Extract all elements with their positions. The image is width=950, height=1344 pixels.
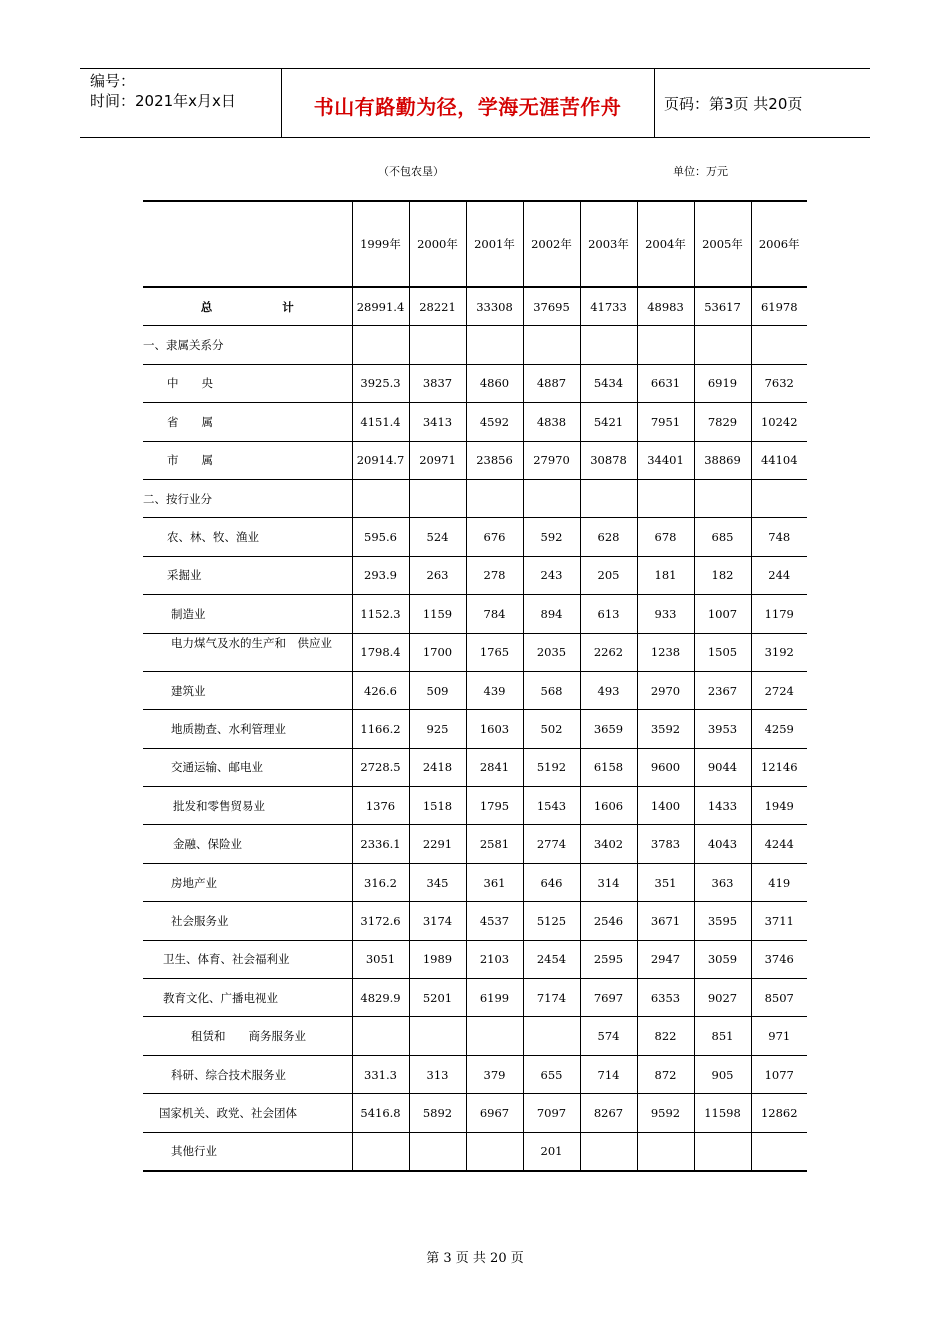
- year-header-cell: 2003年: [580, 201, 637, 287]
- value-cell: 925: [409, 710, 466, 748]
- value-cell: 1152.3: [352, 595, 409, 633]
- value-cell: 419: [751, 863, 807, 901]
- table-row: [143, 441, 807, 479]
- value-cell: 182: [694, 556, 751, 594]
- value-cell: 646: [523, 863, 580, 901]
- value-cell: 34401: [637, 441, 694, 479]
- value-cell: 345: [409, 863, 466, 901]
- value-cell: 595.6: [352, 518, 409, 556]
- value-cell: 379: [466, 1055, 523, 1093]
- row-label-cell: [143, 441, 352, 479]
- value-cell: 3595: [694, 902, 751, 940]
- value-cell: 2291: [409, 825, 466, 863]
- row-label: 科研、综合技术服务业: [171, 1067, 286, 1082]
- value-cell: 592: [523, 518, 580, 556]
- year-header-cell: 2006年: [751, 201, 807, 287]
- value-cell: 493: [580, 671, 637, 709]
- table-row: [143, 1132, 807, 1171]
- table-header-row: [143, 201, 807, 287]
- page-footer: 第 3 页 共 20 页: [426, 1251, 524, 1266]
- value-cell: [694, 326, 751, 364]
- total-label-left: 总: [200, 299, 213, 314]
- value-cell: 822: [637, 1017, 694, 1055]
- table-row: [143, 1055, 807, 1093]
- value-cell: [637, 1132, 694, 1171]
- value-cell: 205: [580, 556, 637, 594]
- value-cell: 2262: [580, 633, 637, 671]
- value-cell: 7829: [694, 403, 751, 441]
- value-cell: 23856: [466, 441, 523, 479]
- value-cell: 1765: [466, 633, 523, 671]
- value-cell: 243: [523, 556, 580, 594]
- table-row: [143, 633, 807, 671]
- value-cell: 1179: [751, 595, 807, 633]
- total-row: [143, 287, 807, 326]
- value-cell: 784: [466, 595, 523, 633]
- row-label-cell: [143, 595, 352, 633]
- value-cell: 1949: [751, 787, 807, 825]
- value-cell: 4860: [466, 364, 523, 402]
- table-row: [143, 863, 807, 901]
- total-label-cell: [143, 287, 352, 326]
- row-label: 教育文化、广播电视业: [163, 990, 278, 1005]
- value-cell: [523, 479, 580, 517]
- row-label-cell: [143, 1055, 352, 1093]
- row-label: 中 央: [167, 376, 213, 391]
- year-header-cell: 2000年: [409, 201, 466, 287]
- value-cell: 3925.3: [352, 364, 409, 402]
- row-label: 市 属: [167, 453, 213, 468]
- value-cell: 1376: [352, 787, 409, 825]
- category-label-cell: [143, 479, 352, 517]
- year-header-cell: 2004年: [637, 201, 694, 287]
- category-label-cell: [143, 326, 352, 364]
- value-cell: [523, 326, 580, 364]
- value-cell: [466, 326, 523, 364]
- value-cell: 2454: [523, 940, 580, 978]
- table-row: [143, 748, 807, 786]
- value-cell: 3592: [637, 710, 694, 748]
- value-cell: 2581: [466, 825, 523, 863]
- value-cell: 5416.8: [352, 1094, 409, 1132]
- year-header-cell: 2001年: [466, 201, 523, 287]
- value-cell: 10242: [751, 403, 807, 441]
- value-cell: 4829.9: [352, 979, 409, 1017]
- value-cell: 1238: [637, 633, 694, 671]
- year-header-cell: 2005年: [694, 201, 751, 287]
- value-cell: 2035: [523, 633, 580, 671]
- row-label: 采掘业: [167, 568, 202, 583]
- value-cell: 2336.1: [352, 825, 409, 863]
- row-label-cell: [143, 825, 352, 863]
- row-label: 卫生、体育、社会福利业: [163, 952, 290, 967]
- total-label-right: 计: [282, 299, 294, 314]
- table-row: [143, 595, 807, 633]
- value-cell: 685: [694, 518, 751, 556]
- value-cell: 20914.7: [352, 441, 409, 479]
- table-row: [143, 671, 807, 709]
- value-cell: [352, 1132, 409, 1171]
- scope-note: （不包农垦）: [378, 165, 444, 178]
- row-label: 电力煤气及水的生产和 供应业: [171, 636, 332, 651]
- value-cell: 1433: [694, 787, 751, 825]
- row-label-cell: [143, 710, 352, 748]
- value-cell: [751, 1132, 807, 1171]
- value-cell: 851: [694, 1017, 751, 1055]
- row-label: 一、隶属关系分: [143, 338, 224, 353]
- value-cell: 7697: [580, 979, 637, 1017]
- value-cell: [694, 1132, 751, 1171]
- category-row: [143, 479, 807, 517]
- value-cell: 971: [751, 1017, 807, 1055]
- value-cell: [466, 1017, 523, 1055]
- value-cell: [409, 1017, 466, 1055]
- value-cell: 574: [580, 1017, 637, 1055]
- value-cell: 3413: [409, 403, 466, 441]
- value-cell: 3783: [637, 825, 694, 863]
- value-cell: 439: [466, 671, 523, 709]
- value-cell: 872: [637, 1055, 694, 1093]
- value-cell: 12862: [751, 1094, 807, 1132]
- row-label: 二、按行业分: [143, 491, 212, 506]
- table-row: [143, 940, 807, 978]
- value-cell: 9044: [694, 748, 751, 786]
- value-cell: 3711: [751, 902, 807, 940]
- value-cell: 30878: [580, 441, 637, 479]
- header-motto: 书山有路勤为径，学海无涯苦作舟: [313, 95, 622, 119]
- table-body: [143, 201, 807, 1171]
- value-cell: [409, 326, 466, 364]
- value-cell: 3671: [637, 902, 694, 940]
- value-cell: 3174: [409, 902, 466, 940]
- value-cell: 2546: [580, 902, 637, 940]
- header-divider: [654, 69, 655, 137]
- value-cell: 6919: [694, 364, 751, 402]
- row-label: 省 属: [167, 414, 213, 429]
- year-header-cell: 2002年: [523, 201, 580, 287]
- value-cell: 351: [637, 863, 694, 901]
- value-cell: [637, 326, 694, 364]
- value-cell: [694, 479, 751, 517]
- category-row: [143, 326, 807, 364]
- value-cell: 4259: [751, 710, 807, 748]
- value-cell: 3172.6: [352, 902, 409, 940]
- value-cell: 7174: [523, 979, 580, 1017]
- row-label-cell: [143, 940, 352, 978]
- value-cell: 2595: [580, 940, 637, 978]
- table-row: [143, 1094, 807, 1132]
- value-cell: 316.2: [352, 863, 409, 901]
- value-cell: [352, 326, 409, 364]
- value-cell: 5434: [580, 364, 637, 402]
- value-cell: [466, 479, 523, 517]
- value-cell: 12146: [751, 748, 807, 786]
- row-label-cell: [143, 1132, 352, 1171]
- table-row: [143, 364, 807, 402]
- year-header-cell: 1999年: [352, 201, 409, 287]
- value-cell: 1518: [409, 787, 466, 825]
- document-header: [80, 68, 870, 138]
- value-cell: 2774: [523, 825, 580, 863]
- header-blank-cell: [143, 201, 352, 287]
- value-cell: 905: [694, 1055, 751, 1093]
- value-cell: 27970: [523, 441, 580, 479]
- value-cell: 3192: [751, 633, 807, 671]
- row-label-cell: [143, 902, 352, 940]
- row-label: 批发和零售贸易业: [173, 798, 265, 813]
- row-label: 社会服务业: [171, 913, 229, 928]
- value-cell: 655: [523, 1055, 580, 1093]
- value-cell: 678: [637, 518, 694, 556]
- row-label-cell: [143, 556, 352, 594]
- value-cell: 4151.4: [352, 403, 409, 441]
- value-cell: 7632: [751, 364, 807, 402]
- row-label: 国家机关、政党、社会团体: [159, 1105, 297, 1120]
- value-cell: 1077: [751, 1055, 807, 1093]
- doc-time-label: 时间：2021年x月x日: [90, 92, 236, 110]
- value-cell: 1798.4: [352, 633, 409, 671]
- value-cell: 9600: [637, 748, 694, 786]
- value-cell: [637, 479, 694, 517]
- value-cell: 4838: [523, 403, 580, 441]
- value-cell: [523, 1017, 580, 1055]
- row-label: 其他行业: [171, 1144, 217, 1159]
- value-cell: 244: [751, 556, 807, 594]
- value-cell: 2728.5: [352, 748, 409, 786]
- row-label-cell: [143, 1094, 352, 1132]
- doc-number-label: 编号：: [90, 72, 136, 90]
- row-label: 地质勘查、水利管理业: [171, 721, 286, 736]
- value-cell: [580, 326, 637, 364]
- total-value-cell: 61978: [751, 287, 807, 326]
- total-value-cell: 28221: [409, 287, 466, 326]
- row-label-cell: [143, 1017, 352, 1055]
- value-cell: 201: [523, 1132, 580, 1171]
- total-value-cell: 53617: [694, 287, 751, 326]
- value-cell: 3059: [694, 940, 751, 978]
- value-cell: 3051: [352, 940, 409, 978]
- value-cell: 314: [580, 863, 637, 901]
- value-cell: 613: [580, 595, 637, 633]
- value-cell: 1400: [637, 787, 694, 825]
- value-cell: 263: [409, 556, 466, 594]
- value-cell: 1505: [694, 633, 751, 671]
- value-cell: 11598: [694, 1094, 751, 1132]
- value-cell: 894: [523, 595, 580, 633]
- value-cell: [580, 479, 637, 517]
- investment-table: [143, 200, 807, 1172]
- value-cell: 6353: [637, 979, 694, 1017]
- value-cell: 2103: [466, 940, 523, 978]
- value-cell: 361: [466, 863, 523, 901]
- value-cell: 7097: [523, 1094, 580, 1132]
- row-label: 农、林、牧、渔业: [167, 530, 259, 545]
- value-cell: 676: [466, 518, 523, 556]
- value-cell: 313: [409, 1055, 466, 1093]
- value-cell: [751, 326, 807, 364]
- value-cell: 3659: [580, 710, 637, 748]
- table-row: [143, 902, 807, 940]
- table-row: [143, 1017, 807, 1055]
- row-label-cell: [143, 633, 352, 671]
- value-cell: 1166.2: [352, 710, 409, 748]
- value-cell: [580, 1132, 637, 1171]
- value-cell: 4043: [694, 825, 751, 863]
- value-cell: 524: [409, 518, 466, 556]
- table-row: [143, 556, 807, 594]
- value-cell: 8267: [580, 1094, 637, 1132]
- row-label-cell: [143, 979, 352, 1017]
- row-label: 建筑业: [171, 683, 206, 698]
- value-cell: 2970: [637, 671, 694, 709]
- value-cell: 293.9: [352, 556, 409, 594]
- value-cell: 1007: [694, 595, 751, 633]
- total-value-cell: 48983: [637, 287, 694, 326]
- value-cell: 502: [523, 710, 580, 748]
- row-label-cell: [143, 671, 352, 709]
- table-row: [143, 403, 807, 441]
- value-cell: 5125: [523, 902, 580, 940]
- row-label-cell: [143, 787, 352, 825]
- table-row: [143, 825, 807, 863]
- value-cell: 2724: [751, 671, 807, 709]
- value-cell: 8507: [751, 979, 807, 1017]
- value-cell: 426.6: [352, 671, 409, 709]
- value-cell: 1159: [409, 595, 466, 633]
- unit-note: 单位：万元: [673, 165, 728, 178]
- value-cell: 568: [523, 671, 580, 709]
- value-cell: 181: [637, 556, 694, 594]
- row-label-cell: [143, 364, 352, 402]
- value-cell: 4592: [466, 403, 523, 441]
- value-cell: [352, 1017, 409, 1055]
- row-label: 金融、保险业: [173, 837, 242, 852]
- value-cell: 1989: [409, 940, 466, 978]
- value-cell: [409, 479, 466, 517]
- row-label: 交通运输、邮电业: [171, 760, 263, 775]
- table-row: [143, 787, 807, 825]
- table-row: [143, 518, 807, 556]
- value-cell: 44104: [751, 441, 807, 479]
- row-label: 租赁和 商务服务业: [191, 1029, 306, 1044]
- value-cell: 1543: [523, 787, 580, 825]
- value-cell: 4887: [523, 364, 580, 402]
- total-value-cell: 33308: [466, 287, 523, 326]
- value-cell: 1603: [466, 710, 523, 748]
- table-row: [143, 710, 807, 748]
- header-page-info: 页码：第3页 共20页: [664, 95, 803, 113]
- row-label-cell: [143, 403, 352, 441]
- value-cell: 1606: [580, 787, 637, 825]
- value-cell: 2367: [694, 671, 751, 709]
- total-value-cell: 28991.4: [352, 287, 409, 326]
- value-cell: 1795: [466, 787, 523, 825]
- value-cell: 9027: [694, 979, 751, 1017]
- row-label-cell: [143, 748, 352, 786]
- value-cell: [409, 1132, 466, 1171]
- value-cell: 278: [466, 556, 523, 594]
- row-label: 房地产业: [171, 875, 217, 890]
- value-cell: 20971: [409, 441, 466, 479]
- value-cell: 5892: [409, 1094, 466, 1132]
- row-label-cell: [143, 863, 352, 901]
- value-cell: 6158: [580, 748, 637, 786]
- value-cell: 5201: [409, 979, 466, 1017]
- value-cell: 3953: [694, 710, 751, 748]
- table-row: [143, 979, 807, 1017]
- value-cell: 2947: [637, 940, 694, 978]
- total-value-cell: 37695: [523, 287, 580, 326]
- value-cell: 363: [694, 863, 751, 901]
- row-label-cell: [143, 518, 352, 556]
- value-cell: 9592: [637, 1094, 694, 1132]
- row-label: 制造业: [171, 606, 206, 621]
- value-cell: [466, 1132, 523, 1171]
- value-cell: 5421: [580, 403, 637, 441]
- value-cell: 4244: [751, 825, 807, 863]
- value-cell: 3837: [409, 364, 466, 402]
- header-meta: [90, 71, 236, 111]
- value-cell: [751, 479, 807, 517]
- value-cell: 4537: [466, 902, 523, 940]
- value-cell: 331.3: [352, 1055, 409, 1093]
- value-cell: 6631: [637, 364, 694, 402]
- value-cell: 5192: [523, 748, 580, 786]
- value-cell: 1700: [409, 633, 466, 671]
- value-cell: 6967: [466, 1094, 523, 1132]
- value-cell: 3746: [751, 940, 807, 978]
- value-cell: 628: [580, 518, 637, 556]
- value-cell: 714: [580, 1055, 637, 1093]
- value-cell: 7951: [637, 403, 694, 441]
- value-cell: 3402: [580, 825, 637, 863]
- value-cell: 509: [409, 671, 466, 709]
- value-cell: 2841: [466, 748, 523, 786]
- value-cell: 748: [751, 518, 807, 556]
- value-cell: 2418: [409, 748, 466, 786]
- value-cell: [352, 479, 409, 517]
- value-cell: 38869: [694, 441, 751, 479]
- value-cell: 6199: [466, 979, 523, 1017]
- value-cell: 933: [637, 595, 694, 633]
- total-value-cell: 41733: [580, 287, 637, 326]
